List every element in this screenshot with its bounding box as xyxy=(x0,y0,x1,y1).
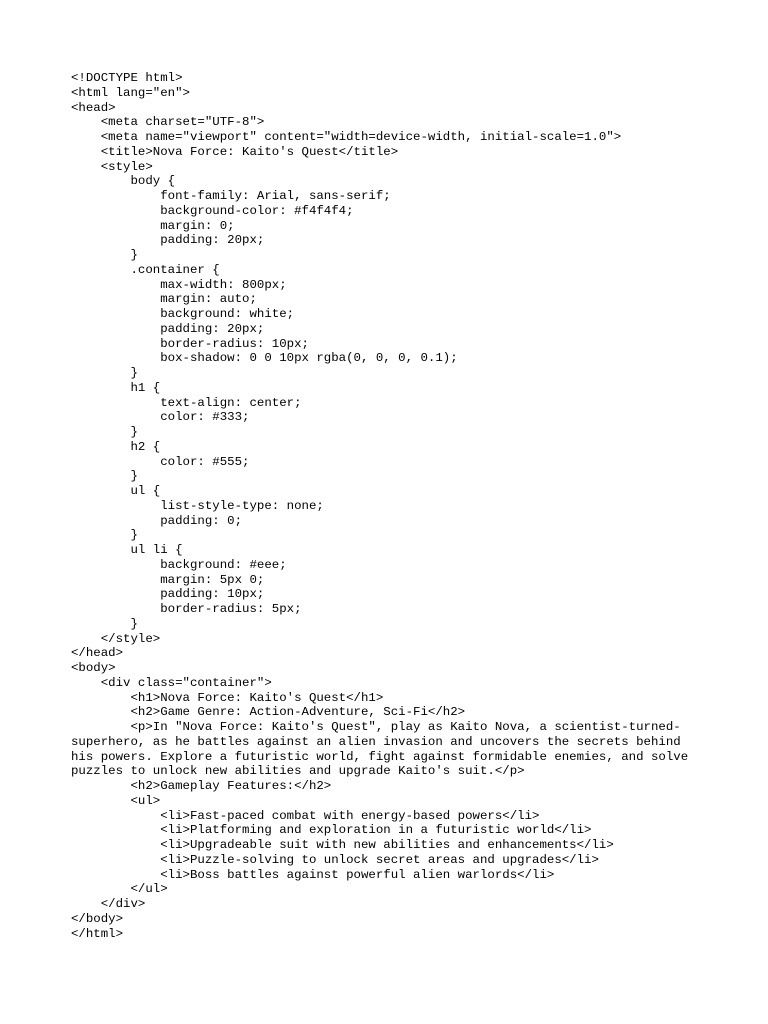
code-line: </body> xyxy=(71,911,124,926)
code-line: background: white; xyxy=(71,307,295,321)
code-line: <li>Platforming and exploration in a futuristic world</li> xyxy=(71,823,592,838)
code-line: background-color: #f4f4f4; xyxy=(71,203,354,218)
code-line: ul { xyxy=(71,484,161,498)
code-line: padding: 0; xyxy=(71,513,243,528)
code-line: <meta name="viewport" content="width=device-width, initial-scale=1.0"> xyxy=(71,130,622,144)
code-line: max-width: 800px; xyxy=(71,277,287,292)
code-line: <div class="container"> xyxy=(71,675,272,690)
code-line: margin: 5px 0; xyxy=(71,572,265,587)
code-line: <html lang="en"> xyxy=(71,85,190,100)
code-line: <li>Fast-paced combat with energy-based powers</li> xyxy=(71,808,540,823)
code-line: h1 { xyxy=(71,380,161,395)
code-line: } xyxy=(71,616,138,631)
code-line: margin: auto; xyxy=(71,292,257,307)
code-line: border-radius: 5px; xyxy=(71,602,302,616)
code-line: <h2>Game Genre: Action-Adventure, Sci-Fi</h2> xyxy=(71,705,466,720)
code-line: body { xyxy=(71,174,176,189)
code-line: padding: 20px; xyxy=(71,321,265,336)
code-line: } xyxy=(71,469,138,484)
code-line: margin: 0; xyxy=(71,218,235,233)
code-line: </style> xyxy=(71,631,161,646)
code-line: <h2>Gameplay Features:</h2> xyxy=(71,779,332,793)
code-line: <li>Puzzle-solving to unlock secret areas and upgrades</li> xyxy=(71,852,599,867)
code-line: puzzles to unlock new abilities and upgrade Kaito's suit.</p> xyxy=(71,764,525,779)
code-line: } xyxy=(71,528,138,543)
code-line: padding: 20px; xyxy=(71,233,265,248)
code-line: <ul> xyxy=(71,793,161,808)
code-line: color: #555; xyxy=(71,454,250,469)
code-line: text-align: center; xyxy=(71,395,302,410)
code-line: </html> xyxy=(71,926,124,941)
code-line: background: #eee; xyxy=(71,557,287,572)
code-line: } xyxy=(71,425,138,439)
code-line: } xyxy=(71,248,138,262)
code-line: <p>In "Nova Force: Kaito's Quest", play as Kaito Nova, a scientist-turned- xyxy=(71,720,681,734)
code-line: </head> xyxy=(71,646,124,661)
code-line: h2 { xyxy=(71,439,161,454)
code-line: <!DOCTYPE html> xyxy=(71,71,183,85)
code-line: border-radius: 10px; xyxy=(71,336,309,351)
code-line: .container { xyxy=(71,262,220,277)
code-line: his powers. Explore a futuristic world, fight against formidable enemies, and solve xyxy=(71,749,689,764)
code-line: <style> xyxy=(71,159,153,174)
code-line: <h1>Nova Force: Kaito's Quest</h1> xyxy=(71,690,384,705)
code-listing xyxy=(71,71,711,941)
code-line: color: #333; xyxy=(71,410,250,425)
code-line: </ul> xyxy=(71,882,168,897)
code-line: <li>Boss battles against powerful alien warlords</li> xyxy=(71,867,555,882)
code-line: font-family: Arial, sans-serif; xyxy=(71,189,391,203)
code-line: <head> xyxy=(71,100,116,115)
code-line: </div> xyxy=(71,897,146,911)
code-line: box-shadow: 0 0 10px rgba(0, 0, 0, 0.1); xyxy=(71,351,458,366)
code-line: padding: 10px; xyxy=(71,587,265,602)
code-line: <body> xyxy=(71,661,116,675)
code-line: <meta charset="UTF-8"> xyxy=(71,115,265,130)
code-line: <title>Nova Force: Kaito's Quest</title> xyxy=(71,144,399,159)
code-line: superhero, as he battles against an alien invasion and uncovers the secrets behind xyxy=(71,734,681,749)
code-line: } xyxy=(71,366,138,380)
code-line: <li>Upgradeable suit with new abilities and enhancements</li> xyxy=(71,838,614,852)
code-line: list-style-type: none; xyxy=(71,498,324,513)
code-line: ul li { xyxy=(71,543,183,557)
